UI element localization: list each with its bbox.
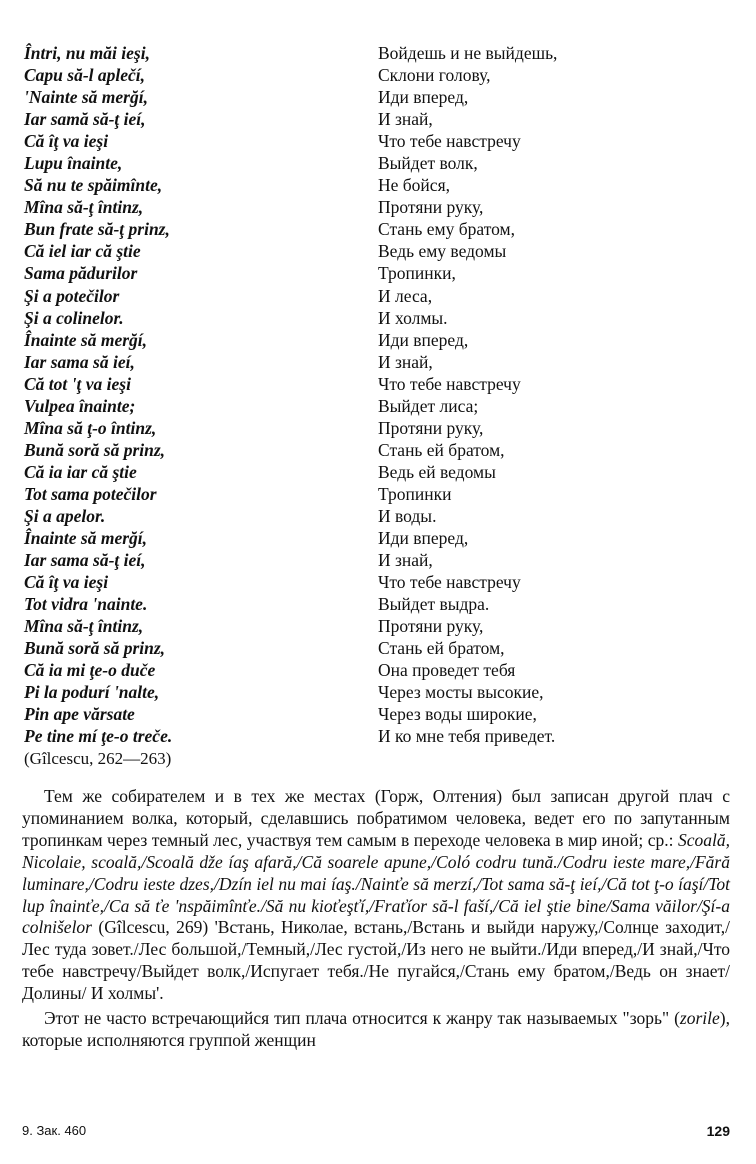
poem-line [24,505,724,527]
romanian-verse: Sama pădurilor [24,263,138,284]
russian-verse: И знай, [378,550,433,571]
russian-verse: Выйдет волк, [378,153,478,174]
zorile-term: zorile [679,1008,720,1029]
romanian-verse: Înainte să merğí, [24,528,148,549]
russian-verse: Протяни руку, [378,197,484,218]
romanian-verse: Bună soră să prinz, [24,638,166,659]
russian-verse: Она проведет тебя [378,660,516,681]
romanian-verse: Capu să-l aplečí, [24,65,146,86]
romanian-verse: Că tot 'ţ va ieşi [24,373,131,394]
russian-verse: Войдешь и не выйдешь, [378,43,558,63]
russian-verse: И леса, [378,285,433,306]
romanian-verse: Că ia iar că ştie [24,461,137,482]
russian-verse: И ко мне тебя приведет. [378,726,556,747]
russian-verse: Через воды широкие, [378,704,537,725]
poem-line [24,262,724,284]
russian-verse: Протяни руку, [378,616,484,637]
poem-line [24,439,724,461]
page-footer [22,1123,730,1139]
russian-verse: Ведь ему ведомы [378,241,507,262]
russian-verse: Стань ему братом, [378,219,516,240]
russian-verse: Иди вперед, [378,87,469,108]
poem-line [24,725,724,747]
romanian-verse: Bună soră să prinz, [24,439,166,460]
poem-line [24,351,724,373]
romanian-verse: Lupu înainte, [24,153,123,174]
russian-verse: Выйдет выдра. [378,594,490,615]
romanian-verse: Pin ape vărsate [24,704,135,725]
russian-verse: И знай, [378,109,433,130]
signature-mark: 9. Зак. 460 [22,1123,87,1138]
poem-line [24,483,724,505]
russian-verse: Не бойся, [378,175,450,196]
paragraph-2: Этот не часто встречающийся тип плача относится к жанру так называемых "зорь" (zorile), которые исполняются группой женщин [22,1008,730,1050]
poem-line [24,174,724,196]
russian-verse: Тропинки [378,483,452,504]
poem-line [24,329,724,351]
poem-line [24,64,724,86]
romanian-verse: Mîna să-ţ întinz, [24,616,144,637]
romanian-verse: Tot sama potečilor [24,483,157,504]
romanian-verse: Să nu te spăimînte, [24,175,163,196]
russian-verse: Склони голову, [378,65,491,86]
poem-line [24,240,724,262]
romanian-quote: Scoală, Nicolaie, scoală,/Scoală dže íaş afară,/Că soarele apune,/Coló codru tună./Codru ieste mare,/Fără luminare,/Codru ieste dzes,/Dzín iel nu mai íaş./Nainťe să merzí,/Tot sama să-ţ ieí,/Că tot ţ-o íaşí/Tot lup înainťe,/Ca să ťe 'nspăimînťe./Să nu kioťeşťí,/Fraťíor să-l faší,/Că iel ştie bine/Sama văilor/Şí-a colnišelor [22,829,730,938]
russian-verse: Стань ей братом, [378,638,505,659]
poem-line [24,373,724,395]
poem-line [24,196,724,218]
poem-line [24,593,724,615]
russian-verse: Что тебе навстречу [378,572,521,593]
poem-line [24,659,724,681]
poem-line [24,637,724,659]
russian-verse: Что тебе навстречу [378,131,521,152]
russian-verse: Что тебе навстречу [378,373,521,394]
romanian-verse: Vulpea înainte; [24,395,136,416]
poem-line [24,417,724,439]
romanian-verse: Tot vidra 'nainte. [24,594,148,615]
russian-verse: И знай, [378,351,433,372]
poem-line [24,395,724,417]
poem-line [24,285,724,307]
romanian-verse: Şi a colinelor. [24,307,124,328]
romanian-verse: Pe tine mí ţe-o treče. [24,726,173,747]
romanian-verse: Şi a apelor. [24,505,106,526]
poem-line [24,549,724,571]
poem-line [24,86,724,108]
page-number: 129 [706,1123,730,1139]
romanian-verse: Pi la podurí 'nalte, [24,682,160,703]
russian-verse: И воды. [378,505,437,526]
poem-block [24,42,724,770]
russian-verse: Выйдет лиса; [378,395,479,416]
russian-verse: И холмы. [378,307,448,328]
romanian-verse: Că ia mi ţe-o duče [24,660,156,681]
poem-line [24,571,724,593]
romanian-verse: Iar sama să ieí, [24,351,135,372]
russian-verse: Ведь ей ведомы [378,461,496,482]
poem-line [24,130,724,152]
romanian-verse: Înainte să merğí, [24,329,148,350]
poem-line [24,681,724,703]
russian-verse: Через мосты высокие, [378,682,544,703]
poem-line [24,108,724,130]
romanian-verse: Că îţ va ieşi [24,131,109,152]
romanian-verse: Că îţ va ieşi [24,572,109,593]
russian-verse: Иди вперед, [378,329,469,350]
russian-verse: Протяни руку, [378,417,484,438]
russian-verse: Иди вперед, [378,528,469,549]
romanian-verse: Că iel iar că ştie [24,241,141,262]
poem-line [24,615,724,637]
poem-line [24,218,724,240]
prose-block [22,786,730,1052]
romanian-verse: Bun frate să-ţ prinz, [24,219,170,240]
citation: (Gîlcescu, 262—263) [24,748,172,768]
romanian-verse: Întri, nu măi ieşi, [24,43,150,63]
romanian-verse: Mîna să ţ-o întinz, [24,417,157,438]
romanian-verse: Iar sama să-ţ ieí, [24,550,146,571]
romanian-verse: Iar samă să-ţ ieí, [24,109,146,130]
russian-verse: Стань ей братом, [378,439,505,460]
poem-line [24,703,724,725]
paragraph-1: Тем же собирателем и в тех же местах (Горж, Олтения) был записан другой плач с упоминанием волка, который, сделавшись побратимом человека, ведет его по запутанным тропинкам через темный лес, участвуя тем самым в переходе человека в мир иной; ср.: Scoală, Nicolaie, scoală,/Scoală dže íaş afară,/Că soarele apune,/Coló codru tună./Codru ieste mare,/Fără luminare,/Codru ieste dzes,/Dzín iel nu mai íaş./Nainťe să merzí,/Tot sama să-ţ ieí,/Că tot ţ-o íaşí/Tot lup înainťe,/Ca să ťe 'nspăimînťe./Să nu kioťeşťí,/Fraťíor să-l faší,/Că iel ştie bine/Sama văilor/Şí-a colnišelor (Gîlcescu, 269) 'Встань, Николае, встань,/Встань и выйди наружу,/Солнце заходит,/Лес туда зовет./Лес большой,/Темный,/Лес густой,/Из него не выйти./Иди вперед,/И знай,/Что тебе навстречу/Выйдет волк,/Испугает тебя./Не пугайся,/Стань ему братом,/Ведь он знает/Долины/ И холмы'. [22,786,730,1004]
poem-line [24,152,724,174]
romanian-verse: Mîna să-ţ întinz, [24,197,144,218]
poem-line [24,461,724,483]
poem-line [24,527,724,549]
poem-line [24,42,724,64]
romanian-verse: 'Nainte să merğí, [24,87,148,108]
romanian-verse: Şi a potečilor [24,285,120,306]
poem-line [24,307,724,329]
russian-verse: Тропинки, [378,263,456,284]
